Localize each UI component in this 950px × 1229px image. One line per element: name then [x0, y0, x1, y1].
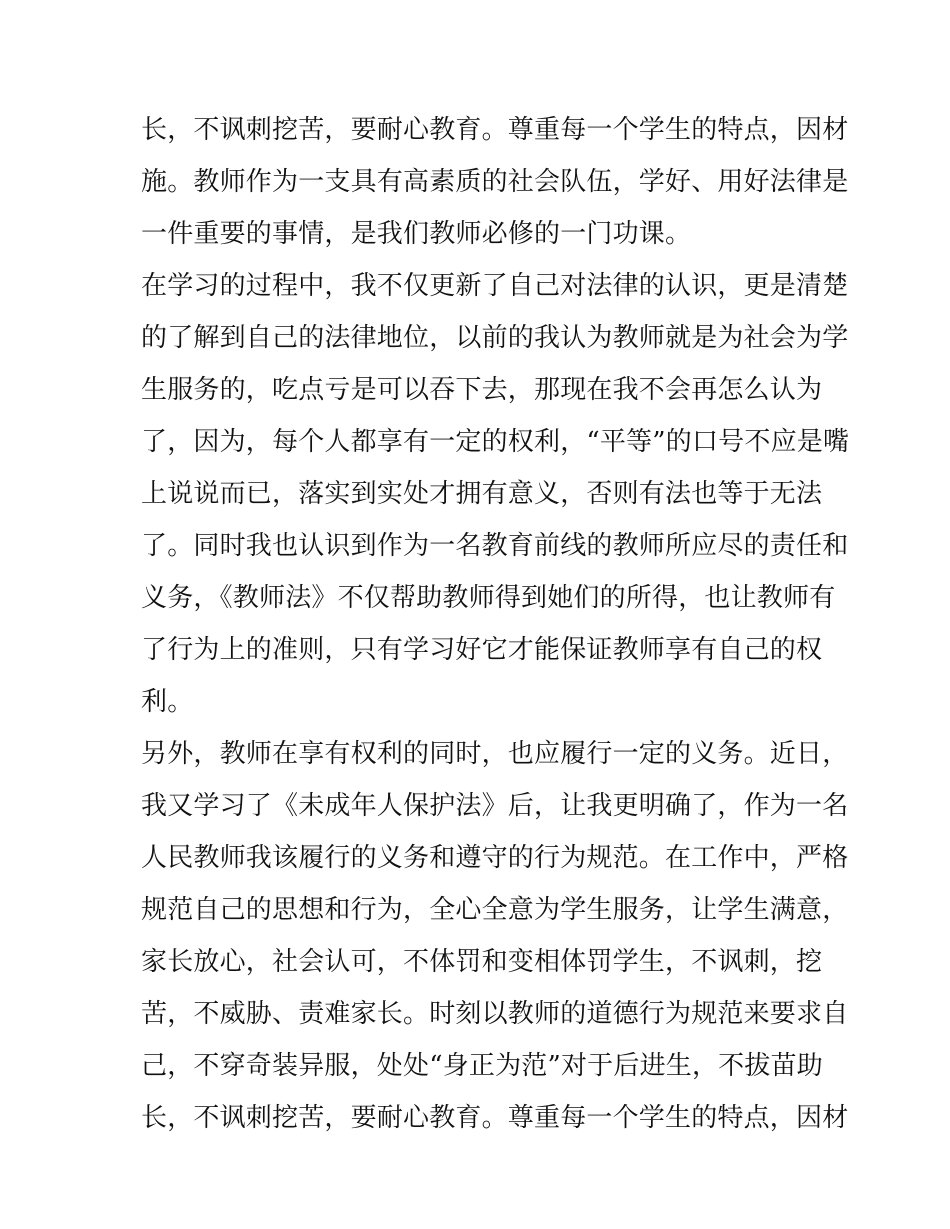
- text-line: 人民教师我该履行的义务和遵守的行为规范。在工作中，严格: [141, 843, 849, 873]
- text-line: 我又学习了《未成年人保护法》后，让我更明确了，作为一名: [141, 791, 849, 821]
- text-line: 家长放心，社会认可，不体罚和变相体罚学生，不讽刺，挖: [141, 947, 823, 977]
- text-line: 苦，不威胁、责难家长。时刻以教师的道德行为规范来要求自: [141, 999, 849, 1029]
- text-line: 生服务的，吃点亏是可以吞下去，那现在我不会再怎么认为: [141, 375, 823, 405]
- text-line: 了行为上的准则，只有学习好它才能保证教师享有自己的权: [141, 635, 823, 665]
- text-line: 了，因为，每个人都享有一定的权利，“平等”的口号不应是嘴: [141, 427, 850, 457]
- text-line: 了。同时我也认识到作为一名教育前线的教师所应尽的责任和: [141, 531, 849, 561]
- text-line: 长，不讽刺挖苦，要耐心教育。尊重每一个学生的特点，因材: [141, 115, 849, 145]
- text-line: 在学习的过程中，我不仅更新了自己对法律的认识，更是清楚: [141, 271, 849, 301]
- text-line: 规范自己的思想和行为，全心全意为学生服务，让学生满意，: [141, 895, 849, 925]
- text-line: 己，不穿奇装异服，处处“身正为范”对于后进生，不拔苗助: [141, 1051, 823, 1081]
- text-line: 义务，《教师法》不仅帮助教师得到她们的所得，也让教师有: [141, 583, 836, 613]
- text-line: 一件重要的事情，是我们教师必修的一门功课。: [141, 219, 692, 249]
- text-line: 利。: [141, 687, 194, 717]
- text-line: 上说说而已，落实到实处才拥有意义，否则有法也等于无法: [141, 479, 823, 509]
- text-line: 长，不讽刺挖苦，要耐心教育。尊重每一个学生的特点，因材: [141, 1103, 849, 1133]
- text-line: 另外，教师在享有权利的同时，也应履行一定的义务。近日，: [141, 739, 849, 769]
- text-line: 的了解到自己的法律地位，以前的我认为教师就是为社会为学: [141, 323, 849, 353]
- text-line: 施。教师作为一支具有高素质的社会队伍，学好、用好法律是: [141, 167, 849, 197]
